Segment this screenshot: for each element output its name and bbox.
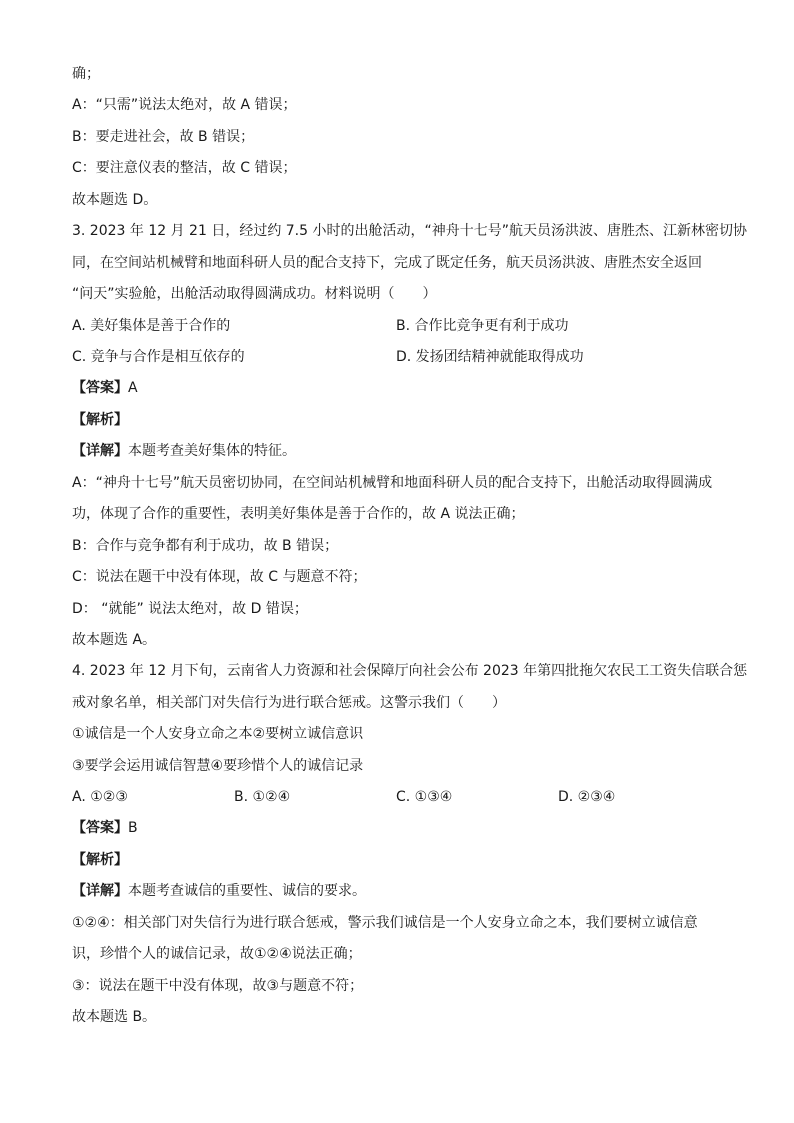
q3-detail-text: 本题考查美好集体的特征。 [128, 443, 296, 459]
q4-answer-value: B [128, 820, 138, 836]
q3-option-b: B. 合作比竞争更有利于成功 [396, 318, 569, 334]
q4-conclusion: 故本题选 B。 [72, 1009, 157, 1025]
q4-answer-tag: 【答案】 [72, 820, 128, 836]
prev-explanation-a: A：“只需”说法太绝对，故 A 错误； [72, 97, 297, 113]
q3-stem-line-3: “问天”实验舱，出舱活动取得圆满成功。材料说明（ ） [72, 286, 437, 302]
q4-detail-text: 本题考查诚信的重要性、诚信的要求。 [128, 883, 366, 899]
q4-stem-line-1: 4. 2023 年 12 月下旬，云南省人力资源和社会保障厅向社会公布 2023 年第四批拖欠农民工工资失信联合惩 [72, 663, 748, 679]
q3-conclusion: 故本题选 A。 [72, 632, 157, 648]
q4-option-a: A. ①②③ [72, 789, 128, 805]
q4-items-1-2: ①诚信是一个人安身立命之本②要树立诚信意识 [72, 726, 364, 742]
q3-explanation-d: D： “就能” 说法太绝对，故 D 错误； [72, 601, 308, 617]
q4-option-c: C. ①③④ [396, 789, 453, 805]
q3-explanation-a-2: 功，体现了合作的重要性，表明美好集体是善于合作的，故 A 说法正确； [72, 506, 525, 522]
prev-conclusion: 故本题选 D。 [72, 192, 158, 208]
q3-explanation-a-1: A：“神舟十七号”航天员密切协同，在空间站机械臂和地面科研人员的配合支持下，出舱活动取得圆满成 [72, 475, 713, 491]
q4-detail [72, 881, 366, 901]
q3-answer-tag: 【答案】 [72, 380, 128, 396]
q4-explanation-3: ③：说法在题干中没有体现，故③与题意不符； [72, 978, 364, 994]
q4-stem-line-2: 戒对象名单，相关部门对失信行为进行联合惩戒。这警示我们（ ） [72, 695, 506, 711]
q3-explanation-b: B：合作与竞争都有利于成功，故 B 错误； [72, 538, 339, 554]
q3-stem-line-2: 同，在空间站机械臂和地面科研人员的配合支持下，完成了既定任务，航天员汤洪波、唐胜杰安全返回 [72, 255, 702, 271]
q4-analysis-tag: 【解析】 [72, 852, 128, 868]
q3-option-a: A. 美好集体是善于合作的 [72, 318, 231, 334]
q3-option-d: D. 发扬团结精神就能取得成功 [396, 349, 584, 365]
q3-analysis-tag: 【解析】 [72, 412, 128, 428]
q4-option-d: D. ②③④ [558, 789, 616, 805]
q3-explanation-c: C：说法在题干中没有体现，故 C 与题意不符； [72, 569, 367, 585]
q4-explanation-1-a: ①②④：相关部门对失信行为进行联合惩戒，警示我们诚信是一个人安身立命之本，我们要树立诚信意 [72, 915, 698, 931]
q4-option-b: B. ①②④ [234, 789, 291, 805]
q3-detail [72, 441, 296, 461]
q4-detail-tag: 【详解】 [72, 883, 128, 899]
q3-detail-tag: 【详解】 [72, 443, 128, 459]
prev-explanation-c: C：要注意仪表的整洁，故 C 错误； [72, 160, 297, 176]
prev-tail: 确； [72, 66, 100, 82]
q4-items-3-4: ③要学会运用诚信智慧④要珍惜个人的诚信记录 [72, 758, 364, 774]
q3-answer-value: A [128, 380, 138, 396]
q4-explanation-1-b: 识，珍惜个人的诚信记录，故①②④说法正确； [72, 946, 362, 962]
q3-answer [72, 378, 138, 398]
q3-stem-line-1: 3. 2023 年 12 月 21 日，经过约 7.5 小时的出舱活动，“神舟十七号”航天员汤洪波、唐胜杰、江新林密切协 [72, 223, 747, 239]
q3-option-c: C. 竞争与合作是相互依存的 [72, 349, 245, 365]
q4-answer [72, 818, 138, 838]
prev-explanation-b: B：要走进社会，故 B 错误； [72, 129, 255, 145]
